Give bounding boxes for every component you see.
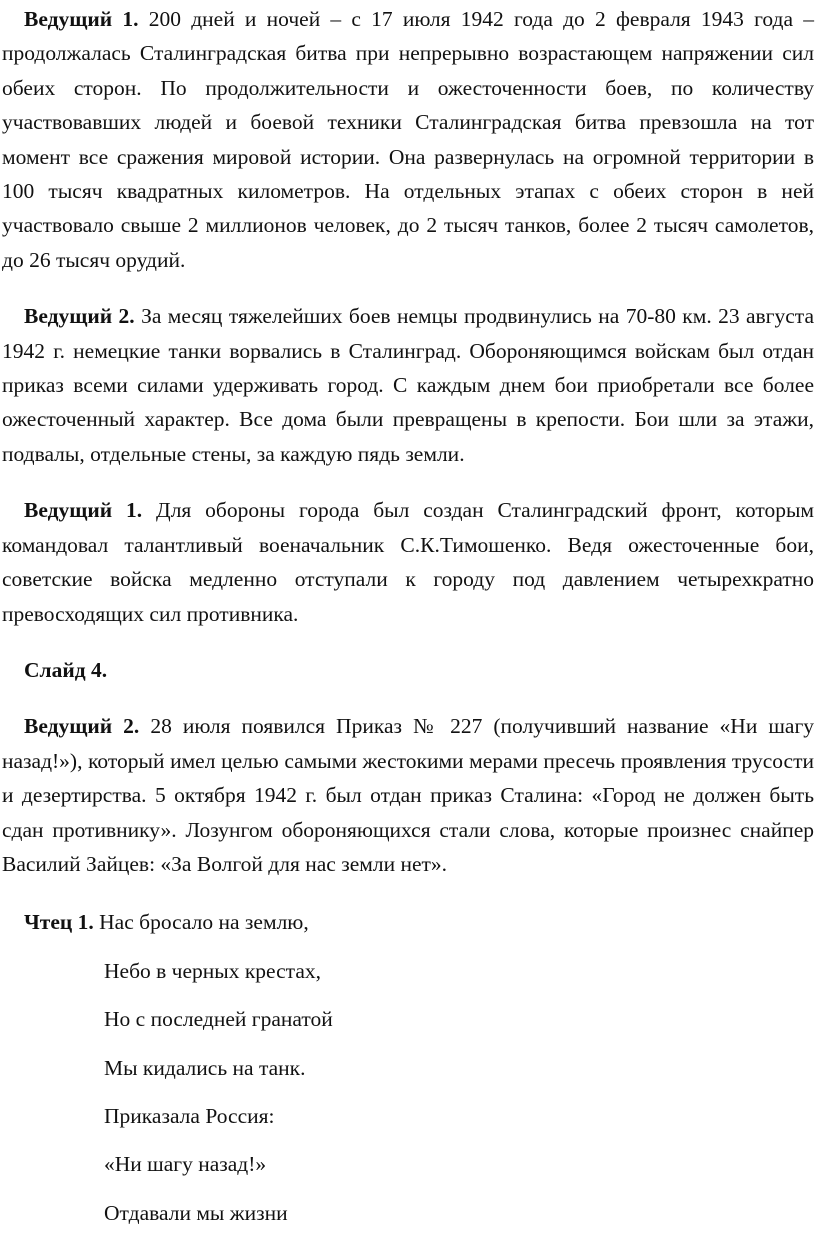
paragraph-text: Для обороны города был создан Сталинградский фронт, которым командовал талантливый военачальник С.К.Тимошенко. Ведя ожесточенные бои, советские войска медленно отступали к городу под давлением четырехкратно превосходящих сил противника. [2, 498, 814, 626]
verse-line: Нас бросало на землю, [99, 910, 309, 935]
verse-line: Отдавали мы жизни [104, 1200, 288, 1225]
speaker-label: Ведущий 2. [24, 304, 135, 329]
speaker-label: Ведущий 1. [24, 7, 139, 31]
paragraph-text: 200 дней и ночей – с 17 июля 1942 года до 2 февраля 1943 года – продолжалась Сталинградская битва при непрерывно возрастающем напряжении сил обеих сторон. По продолжительности и ожесточенности боев, по количеству участвовавших людей и боевой техники Сталинградская битва превзошла на тот момент все сражения мировой истории. Она развернулась на огромной территории в 100 тысяч квадратных километров. На отдельных этапах с обеих сторон в ней участвовало свыше 2 миллионов человек, до 2 тысяч танков, более 2 тысяч самолетов, до 26 тысяч орудий. [2, 7, 815, 272]
reader-first-line [2, 905, 814, 939]
paragraph-host2-advance [2, 299, 814, 471]
slide-heading: Слайд 4. [24, 657, 108, 682]
paragraph-host1-front [2, 493, 814, 631]
paragraph-text: За месяц тяжелейших боев немцы продвинулись на 70-80 км. 23 августа 1942 г. немецкие танки ворвались в Сталинград. Обороняющимся войскам был отдан приказ всеми силами удерживать город. С каждым днем бои приобретали все более ожесточенный характер. Все дома были превращены в крепости. Бои шли за этажи, подвалы, отдельные стены, за каждую пядь земли. [2, 304, 814, 466]
paragraph-host2-order-227 [2, 709, 814, 881]
speaker-label: Ведущий 1. [24, 498, 143, 523]
verse-line: Небо в черных крестах, [104, 958, 321, 983]
paragraph-host1-battle-intro [2, 2, 814, 277]
paragraph-text: 28 июля появился Приказ № 227 (получивший название «Ни шагу назад!»), который имел целью самыми жестокими мерами пресечь проявления трусости и дезертирства. 5 октября 1942 г. был отдан приказ Сталина: «Город не должен быть сдан противнику». Лозунгом обороняющихся стали слова, которые произнес снайпер Василий Зайцев: «За Волгой для нас земли нет». [2, 714, 815, 876]
verse-line: Мы кидались на танк. [104, 1055, 306, 1080]
verse-line: «Ни шагу назад!» [104, 1152, 267, 1177]
speaker-label: Ведущий 2. [24, 714, 140, 739]
reader-label: Чтец 1. [24, 910, 94, 935]
verse-line: Но с последней гранатой [104, 1007, 333, 1032]
verse-line: Приказала Россия: [104, 1103, 275, 1128]
